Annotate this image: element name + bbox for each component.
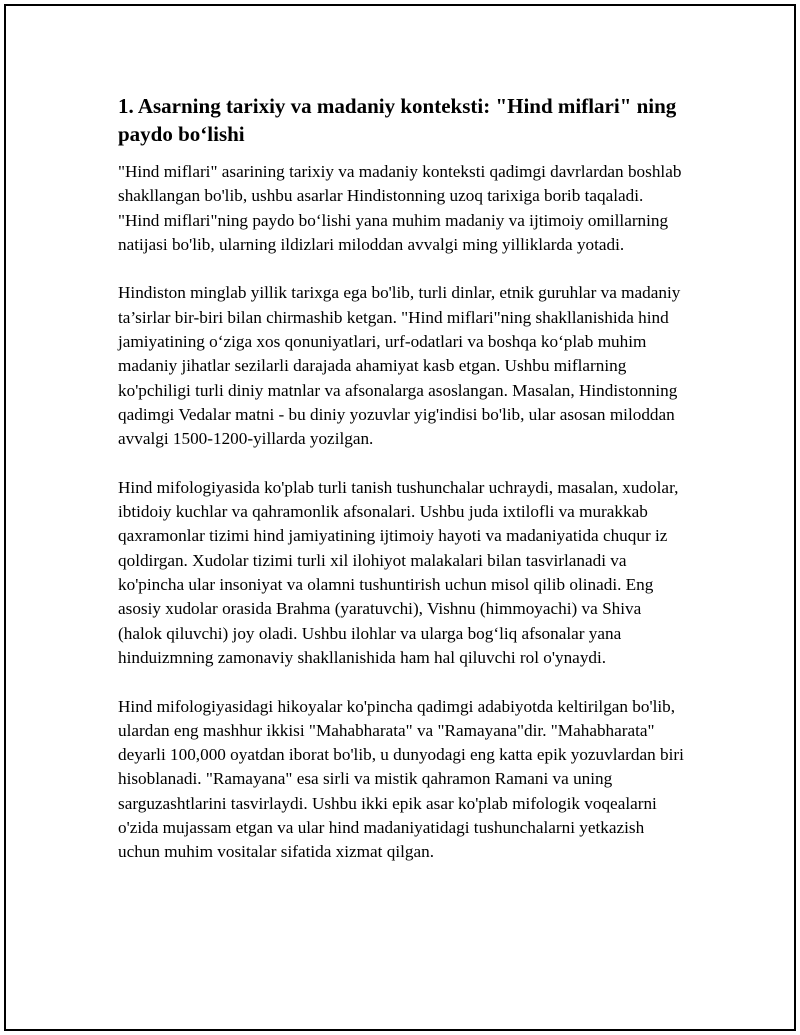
paragraph-4: Hind mifologiyasidagi hikoyalar ko'pincha qadimgi adabiyotda keltirilgan bo'lib, ulardan eng mashhur ikkisi "Mahabharata" va "Ramayana"dir. "Mahabharata" deyarli 100,000 oyatdan iborat bo'lib, u dunyodagi eng katta epik yozuvlardan biri hisoblanadi. "Ramayana" esa sirli va mistik qahramon Ramani va uning sarguzashtlarini tasvirlaydi. Ushbu ikki epik asar ko'plab mifologik voqealarni o'zida mujassam etgan va ular hind madaniyatidagi tushunchalarni yetkazish uchun muhim vositalar sifatida xizmat qilgan.: [118, 696, 684, 862]
paragraph-2: Hindiston minglab yillik tarixga ega bo'lib, turli dinlar, etnik guruhlar va madaniy ta’sirlar bir-biri bilan chirmashib ketgan. "Hind miflari"ning shakllanishida hind jamiyatining o‘ziga xos qonuniyatlari, urf-odatlari va boshqa ko‘plab muhim madaniy jihatlar sezilarli darajada ahamiyat kasb etgan. Ushbu miflarning ko'pchiligi turli diniy matnlar va afsonalarga asoslangan. Masalan, Hindistonning qadimgi Vedalar matni - bu diniy yozuvlar yig'indisi bo'lib, ular asosan miloddan avvalgi 1500-1200-yillarda yozilgan.: [118, 283, 681, 449]
paragraph-1: "Hind miflari" asarining tarixiy va madaniy konteksti qadimgi davrlardan boshlab shakllangan bo'lib, ushbu asarlar Hindistonning uzoq tarixiga borib taqaladi. "Hind miflari"ning paydo bo‘lishi yana muhim madaniy va ijtimoiy omillarning natijasi bo'lib, ularning ildizlari miloddan avvalgi ming yilliklarda yotadi.: [118, 162, 682, 254]
section-heading: 1. Asarning tarixiy va madaniy konteksti: "Hind miflari" ning paydo bo‘lishi: [118, 94, 677, 146]
document-body: [118, 92, 688, 889]
paragraph-3: Hind mifologiyasida ko'plab turli tanish tushunchalar uchraydi, masalan, xudolar, ibtidoiy kuchlar va qahramonlik afsonalari. Ushbu juda ixtilofli va murakkab qaxramonlar tizimi hind jamiyatining ijtimoiy hayoti va madaniyatida chuqur iz qoldirgan. Xudolar tizimi turli xil ilohiyot malakalari bilan tasvirlanadi va ko'pincha ular insoniyat va olamni tushuntirish uchun misol qilib olinadi. Eng asosiy xudolar orasida Brahma (yaratuvchi), Vishnu (himmoyachi) va Shiva (halok qiluvchi) joy oladi. Ushbu ilohlar va ularga bog‘liq afsonalar yana hinduizmning zamonaviy shakllanishida ham hal qiluvchi rol o'ynaydi.: [118, 477, 679, 667]
